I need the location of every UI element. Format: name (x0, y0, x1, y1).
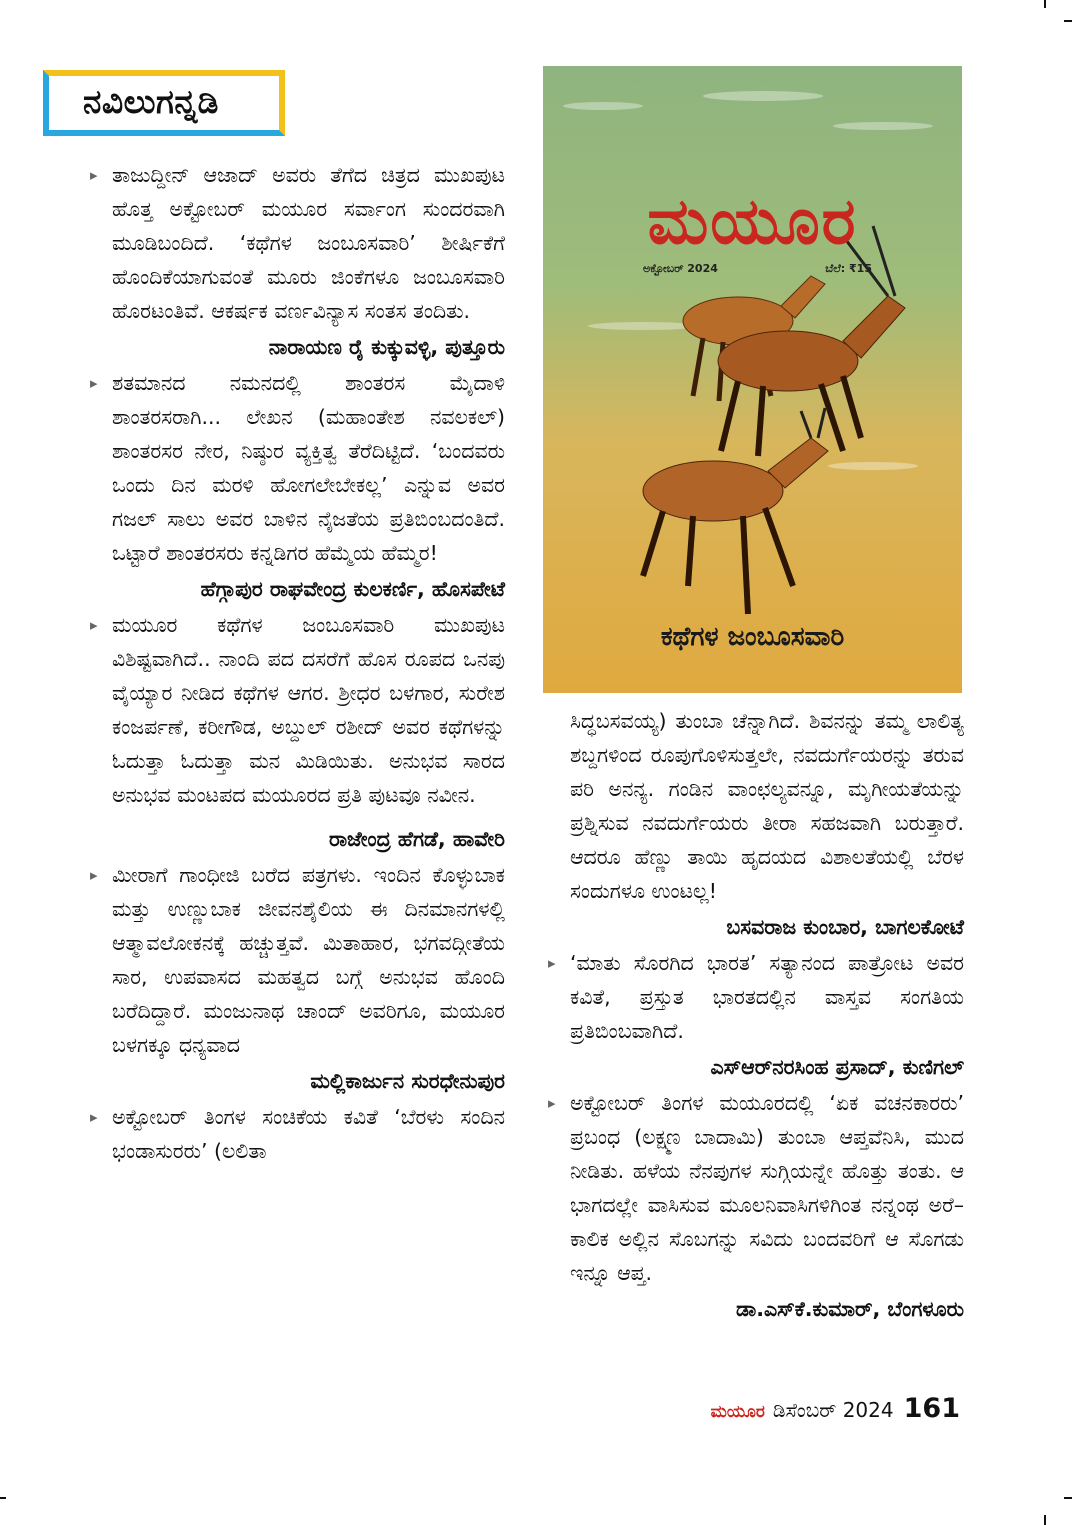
left-column (90, 158, 505, 1168)
letter-text: ▸ ಅಕ್ಟೋಬರ್ ತಿಂಗಳ ಸಂಚಿಕೆಯ ಕವಿತೆ ‘ಬೆರಳು ಸಂದಿನ ಭಂಡಾಸುರರು’ (ಲಲಿತಾ (90, 1100, 505, 1168)
letter-author: ಡಾ.ಎಸ್‌ಕೆ.ಕುಮಾರ್, ಬೆಂಗಳೂರು (735, 1297, 964, 1321)
letter-author: ಬಸವರಾಜ ಕುಂಬಾರ, ಬಾಗಲಕೋಟೆ (726, 915, 964, 939)
cover-masthead: ಮಯೂರ (647, 184, 858, 259)
footer-brand: ಮಯೂರ (710, 1402, 765, 1422)
letter-author: ಮಲ್ಲಿಕಾರ್ಜುನ ಸುರಧೇನುಪುರ (310, 1069, 505, 1093)
letter-text: ▸ ಶತಮಾನದ ನಮನದಲ್ಲಿ ಶಾಂತರಸ ಮೈದಾಳಿ ಶಾಂತರಸರಾಗಿ... ಲೇಖನ (ಮಹಾಂತೇಶ ನವಲಕಲ್) ಶಾಂತರಸರ ನೇರ, ನಿಷ್ಠುರ ವ್ಯಕ್ತಿತ್ವ ತೆರೆದಿಟ್ಟಿದೆ. ‘ಬಂದವರು ಒಂದು ದಿನ ಮರಳಿ ಹೋಗಲೇಬೇಕಲ್ಲ’ ಎನ್ನುವ ಅವರ ಗಜಲ್ ಸಾಲು ಅವರ ಬಾಳಿನ ನೈಜತೆಯ ಪ್ರತಿಬಿಂಬದಂತಿದೆ. ಒಟ್ಟಾರೆ ಶಾಂತರಸರು ಕನ್ನಡಿಗರ ಹೆಮ್ಮೆಯ ಹೆಮ್ಮರ! (90, 366, 505, 570)
letter-author: ಎಸ್‌ಆರ್‌ನರಸಿಂಹ ಪ್ರಸಾದ್, ಕುಣಿಗಲ್ (710, 1055, 964, 1079)
letter-text: ▸ ಮೀರಾಗೆ ಗಾಂಧೀಜಿ ಬರೆದ ಪತ್ರಗಳು. ಇಂದಿನ ಕೊಳ್ಳುಬಾಕ ಮತ್ತು ಉಣ್ಣುಬಾಕ ಜೀವನಶೈಲಿಯ ಈ ದಿನಮಾನಗಳಲ್ಲಿ ಆತ್ಮಾವಲೋಕನಕ್ಕೆ ಹಚ್ಚುತ್ತವೆ. ಮಿತಾಹಾರ, ಭಗವದ್ಗೀತೆಯ ಸಾರ, ಉಪವಾಸದ ಮಹತ್ವದ ಬಗ್ಗೆ ಅನುಭವ ಹೊಂದಿ ಬರೆದಿದ್ದಾರೆ. ಮಂಜುನಾಥ ಚಾಂದ್ ಅವರಿಗೂ, ಮಯೂರ ಬಳಗಕ್ಕೂ ಧನ್ಯವಾದ (90, 858, 505, 1062)
crop-mark (1044, 0, 1046, 8)
cover-month: ಅಕ್ಟೋಬರ್ 2024 (643, 262, 718, 275)
letter-author: ನಾರಾಯಣ ರೈ ಕುಕ್ಕುವಳ್ಳಿ, ಪುತ್ತೂರು (268, 335, 505, 359)
crop-mark (0, 1497, 6, 1499)
crop-mark (1064, 1497, 1072, 1499)
letter-author: ಹೆಗ್ಗಾಪುರ ರಾಘವೇಂದ್ರ ಕುಲಕರ್ಣಿ, ಹೊಸಪೇಟೆ (200, 577, 505, 601)
letter-text: ▸ ತಾಜುದ್ದೀನ್ ಆಜಾದ್ ಅವರು ತೆಗೆದ ಚಿತ್ರದ ಮುಖಪುಟ ಹೊತ್ತ ಅಕ್ಟೋಬರ್ ಮಯೂರ ಸರ್ವಾಂಗ ಸುಂದರವಾಗಿ ಮೂಡಿಬಂದಿದೆ. ‘ಕಥೆಗಳ ಜಂಬೂಸವಾರಿ’ ಶೀರ್ಷಿಕೆಗೆ ಹೊಂದಿಕೆಯಾಗುವಂತೆ ಮೂರು ಜಿಂಕೆಗಳೂ ಜಂಬೂಸವಾರಿ ಹೊರಟಂತಿವೆ. ಆಕರ್ಷಕ ವರ್ಣವಿನ್ಯಾಸ ಸಂತಸ ತಂದಿತು. (90, 158, 505, 328)
magazine-cover-image (543, 66, 962, 693)
right-column (548, 704, 964, 1328)
section-title: ನವಿಲುಗನ್ನಡಿ (83, 82, 219, 121)
letter-text: ▸ ಮಯೂರ ಕಥೆಗಳ ಜಂಬೂಸವಾರಿ ಮುಖಪುಟ ವಿಶಿಷ್ಟವಾಗಿದೆ.. ನಾಂದಿ ಪದ ದಸರೆಗೆ ಹೊಸ ರೂಪದ ಒನಪು ವೈಯ್ಯಾರ ನೀಡಿದ ಕಥೆಗಳ ಆಗರ. ಶ್ರೀಧರ ಬಳಗಾರ, ಸುರೇಶ ಕಂಜರ್ಪಣೆ, ಕರೀಗೌಡ, ಅಬ್ದುಲ್ ರಶೀದ್ ಅವರ ಕಥೆಗಳನ್ನು ಓದುತ್ತಾ ಓದುತ್ತಾ ಮನ ಮಿಡಿಯಿತು. ಅನುಭವ ಸಾರದ ಅನುಭವ ಮಂಟಪದ ಮಯೂರದ ಪ್ರತಿ ಪುಟವೂ ನವೀನ. (90, 608, 505, 812)
cover-caption: ಕಥೆಗಳ ಜಂಬೂಸವಾರಿ (660, 622, 845, 652)
page-number: 161 (903, 1393, 960, 1424)
letter-author: ರಾಜೇಂದ್ರ ಹೆಗಡೆ, ಹಾವೇರಿ (328, 827, 505, 851)
footer-issue: ಡಿಸೆಂಬರ್ 2024 (772, 1398, 894, 1422)
blackbuck-deer-photo-icon (543, 66, 962, 693)
cover-price: ಬೆಲೆ: ₹15 (825, 262, 872, 275)
crop-mark (1064, 20, 1072, 22)
page-footer (711, 1393, 960, 1424)
letter-text: ▸ ‘ಮಾತು ಸೊರಗಿದ ಭಾರತ’ ಸತ್ಯಾನಂದ ಪಾತ್ರೋಟ ಅವರ ಕವಿತೆ, ಪ್ರಸ್ತುತ ಭಾರತದಲ್ಲಿನ ವಾಸ್ತವ ಸಂಗತಿಯ ಪ್ರತಿಬಿಂಬವಾಗಿದೆ. (548, 946, 964, 1048)
letter-text-continued: ಸಿದ್ಧಬಸವಯ್ಯ) ತುಂಬಾ ಚೆನ್ನಾಗಿದೆ. ಶಿವನನ್ನು ತಮ್ಮ ಲಾಲಿತ್ಯ ಶಬ್ದಗಳಿಂದ ರೂಪುಗೊಳಿಸುತ್ತಲೇ, ನವದುರ್ಗೆಯರನ್ನು ತರುವ ಪರಿ ಅನನ್ಯ. ಗಂಡಿನ ವಾಂಛಲ್ಯವನ್ನೂ, ಮೃಗೀಯತೆಯನ್ನು ಪ್ರಶ್ನಿಸುವ ನವದುರ್ಗೆಯರು ತೀರಾ ಸಹಜವಾಗಿ ಬರುತ್ತಾರೆ. ಆದರೂ ಹೆಣ್ಣು ತಾಯಿ ಹೃದಯದ ವಿಶಾಲತೆಯಲ್ಲಿ ಬೆರಳ ಸಂದುಗಳೂ ಉಂಟಲ್ಲ! (570, 709, 964, 903)
section-header (43, 70, 285, 136)
crop-mark (1044, 1515, 1046, 1525)
letter-text: ▸ ಅಕ್ಟೋಬರ್ ತಿಂಗಳ ಮಯೂರದಲ್ಲಿ ‘ಏಕ ವಚನಕಾರರು’ ಪ್ರಬಂಧ (ಲಕ್ಷ್ಮಣ ಬಾದಾಮಿ) ತುಂಬಾ ಆಪ್ತವೆನಿಸಿ, ಮುದ ನೀಡಿತು. ಹಳೆಯ ನೆನಪುಗಳ ಸುಗ್ಗಿಯನ್ನೇ ಹೊತ್ತು ತಂತು. ಆ ಭಾಗದಲ್ಲೇ ವಾಸಿಸುವ ಮೂಲನಿವಾಸಿಗಳಿಗಿಂತ ನನ್ನಂಥ ಅರೆ–ಕಾಲಿಕ ಅಲ್ಲಿನ ಸೊಬಗನ್ನು ಸವಿದು ಬಂದವರಿಗೆ ಆ ಸೊಗಡು ಇನ್ನೂ ಆಪ್ತ. (548, 1086, 964, 1290)
